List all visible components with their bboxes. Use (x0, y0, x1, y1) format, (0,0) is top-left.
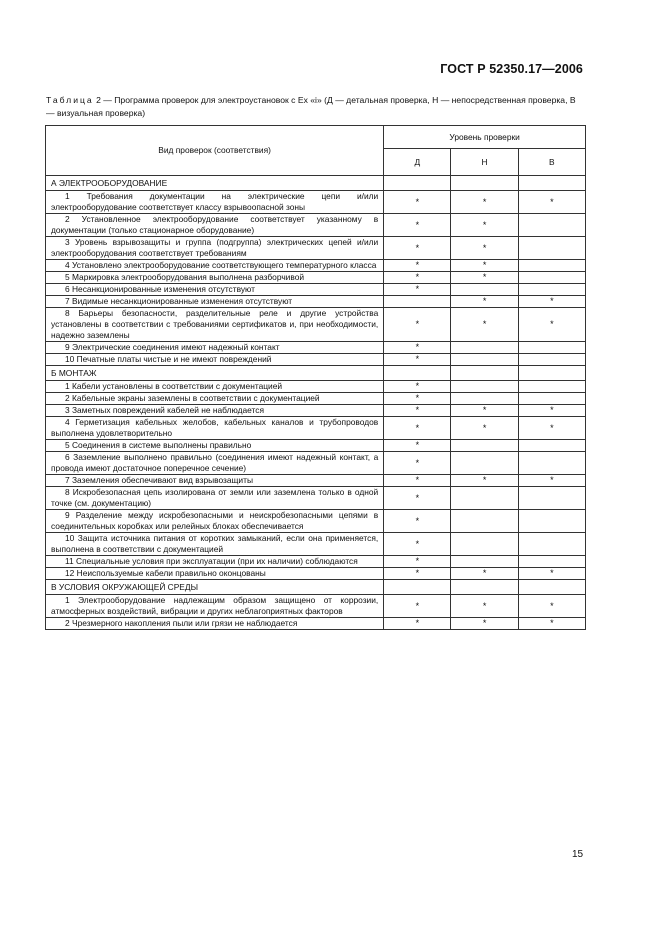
table-row (46, 568, 586, 580)
level-visual-cell: * (518, 595, 585, 618)
column-header-direct: Н (451, 149, 518, 176)
section-row (46, 580, 586, 595)
table-row (46, 272, 586, 284)
table-row (46, 556, 586, 568)
level-visual-cell (518, 452, 585, 475)
level-visual-cell: * (518, 308, 585, 342)
level-direct-cell (451, 440, 518, 452)
level-detailed-cell: * (384, 440, 451, 452)
level-visual-cell: * (518, 568, 585, 580)
level-direct-cell (451, 342, 518, 354)
level-visual-cell (518, 354, 585, 366)
document-standard-header: ГОСТ Р 52350.17—2006 (440, 62, 583, 76)
check-description: 5 Маркировка электрооборудования выполнена разборчивой (46, 272, 384, 284)
table-row (46, 342, 586, 354)
level-direct-cell: * (451, 237, 518, 260)
level-detailed-cell: * (384, 405, 451, 417)
table-row (46, 475, 586, 487)
table-caption-text: 2 — Программа проверок для электроустановок с Ex «i» (Д — детальная проверка, Н — непосредственная проверка, В — визуальная проверка) (46, 95, 576, 118)
check-description: 10 Защита источника питания от коротких замыканий, если она применяется, выполнена в соответствии с документацией (46, 533, 384, 556)
level-direct-cell: * (451, 568, 518, 580)
check-description: 4 Установлено электрооборудование соответствующего температурного класса (46, 260, 384, 272)
level-detailed-cell: * (384, 191, 451, 214)
table-row (46, 296, 586, 308)
level-visual-cell (518, 393, 585, 405)
empty-cell (384, 176, 451, 191)
level-direct-cell: * (451, 191, 518, 214)
table-row (46, 487, 586, 510)
level-detailed-cell: * (384, 237, 451, 260)
level-direct-cell: * (451, 296, 518, 308)
level-detailed-cell: * (384, 381, 451, 393)
table-row (46, 284, 586, 296)
check-description: 8 Искробезопасная цепь изолирована от земли или заземлена только в одной точке (см. документацию) (46, 487, 384, 510)
level-direct-cell: * (451, 417, 518, 440)
check-description: 1 Требования документации на электрические цепи и/или электрооборудование соответствует классу взрывоопасной зоны (46, 191, 384, 214)
level-visual-cell: * (518, 417, 585, 440)
check-description: 2 Кабельные экраны заземлены в соответствии с документацией (46, 393, 384, 405)
table-row (46, 308, 586, 342)
column-header-check-type: Вид проверок (соответствия) (46, 126, 384, 176)
level-visual-cell (518, 533, 585, 556)
level-detailed-cell: * (384, 354, 451, 366)
level-visual-cell (518, 487, 585, 510)
level-visual-cell (518, 510, 585, 533)
level-visual-cell (518, 381, 585, 393)
empty-cell (451, 580, 518, 595)
inspection-table-body (46, 176, 586, 630)
level-visual-cell (518, 342, 585, 354)
level-detailed-cell: * (384, 308, 451, 342)
check-description: 7 Видимые несанкционированные изменения отсутствуют (46, 296, 384, 308)
level-direct-cell: * (451, 405, 518, 417)
table-row (46, 393, 586, 405)
level-detailed-cell: * (384, 260, 451, 272)
table-row (46, 260, 586, 272)
check-description: 5 Соединения в системе выполнены правильно (46, 440, 384, 452)
level-visual-cell (518, 237, 585, 260)
level-visual-cell (518, 440, 585, 452)
column-header-inspection-level: Уровень проверки (384, 126, 586, 149)
level-visual-cell (518, 556, 585, 568)
table-row (46, 214, 586, 237)
level-detailed-cell: * (384, 556, 451, 568)
level-detailed-cell: * (384, 452, 451, 475)
level-detailed-cell: * (384, 475, 451, 487)
check-description: 1 Кабели установлены в соответствии с документацией (46, 381, 384, 393)
level-direct-cell (451, 381, 518, 393)
level-visual-cell (518, 284, 585, 296)
level-detailed-cell: * (384, 618, 451, 630)
check-description: 8 Барьеры безопасности, разделительные реле и другие устройства установлены в соответствии с требованиями сертификатов и, при необходимости, надежно заземлены (46, 308, 384, 342)
level-direct-cell (451, 284, 518, 296)
section-title: Б МОНТАЖ (46, 366, 384, 381)
table-caption (46, 94, 586, 120)
empty-cell (518, 580, 585, 595)
section-row (46, 176, 586, 191)
table-row (46, 618, 586, 630)
level-detailed-cell: * (384, 342, 451, 354)
check-description: 6 Несанкционированные изменения отсутствуют (46, 284, 384, 296)
empty-cell (384, 580, 451, 595)
level-direct-cell: * (451, 595, 518, 618)
level-detailed-cell: * (384, 487, 451, 510)
check-description: 1 Электрооборудование надлежащим образом защищено от коррозии, атмосферных воздействий, вибрации и других неблагоприятных факторов (46, 595, 384, 618)
level-detailed-cell: * (384, 417, 451, 440)
level-visual-cell: * (518, 618, 585, 630)
empty-cell (451, 366, 518, 381)
level-direct-cell: * (451, 308, 518, 342)
level-detailed-cell: * (384, 533, 451, 556)
check-description: 6 Заземление выполнено правильно (соединения имеют надежный контакт, а провода имеют достаточное поперечное сечение) (46, 452, 384, 475)
level-direct-cell: * (451, 260, 518, 272)
level-direct-cell: * (451, 618, 518, 630)
column-header-detailed: Д (384, 149, 451, 176)
level-direct-cell (451, 510, 518, 533)
level-detailed-cell: * (384, 510, 451, 533)
check-description: 2 Установленное электрооборудование соответствует указанному в документации (только стационарное оборудование) (46, 214, 384, 237)
table-row (46, 510, 586, 533)
level-direct-cell (451, 393, 518, 405)
inspection-table (45, 125, 586, 630)
level-visual-cell: * (518, 296, 585, 308)
table-row (46, 595, 586, 618)
level-direct-cell (451, 487, 518, 510)
empty-cell (518, 366, 585, 381)
level-direct-cell (451, 533, 518, 556)
level-direct-cell: * (451, 475, 518, 487)
level-visual-cell (518, 214, 585, 237)
check-description: 10 Печатные платы чистые и не имеют повреждений (46, 354, 384, 366)
check-description: 12 Неиспользуемые кабели правильно оконцованы (46, 568, 384, 580)
column-header-visual: В (518, 149, 585, 176)
table-row (46, 440, 586, 452)
level-visual-cell (518, 272, 585, 284)
section-title: А ЭЛЕКТРООБОРУДОВАНИЕ (46, 176, 384, 191)
level-direct-cell (451, 354, 518, 366)
page-number: 15 (572, 849, 584, 860)
check-description: 2 Чрезмерного накопления пыли или грязи не наблюдается (46, 618, 384, 630)
table-caption-label: Таблица (46, 95, 94, 105)
level-direct-cell: * (451, 272, 518, 284)
table-row (46, 533, 586, 556)
check-description: 3 Заметных повреждений кабелей не наблюдается (46, 405, 384, 417)
level-detailed-cell: * (384, 214, 451, 237)
empty-cell (384, 366, 451, 381)
table-row (46, 191, 586, 214)
level-visual-cell: * (518, 405, 585, 417)
check-description: 7 Заземления обеспечивают вид взрывозащиты (46, 475, 384, 487)
level-visual-cell: * (518, 475, 585, 487)
check-description: 4 Герметизация кабельных желобов, кабельных каналов и трубопроводов выполнена удовлетворительно (46, 417, 384, 440)
level-detailed-cell: * (384, 272, 451, 284)
level-direct-cell: * (451, 214, 518, 237)
level-direct-cell (451, 556, 518, 568)
empty-cell (451, 176, 518, 191)
level-detailed-cell: * (384, 284, 451, 296)
level-direct-cell (451, 452, 518, 475)
check-description: 9 Разделение между искробезопасными и неискробезопасными цепями в соединительных коробках или релейных блоках обеспечивается (46, 510, 384, 533)
check-description: 3 Уровень взрывозащиты и группа (подгруппа) электрических цепей и/или электрооборудования соответствует требованиям (46, 237, 384, 260)
level-visual-cell: * (518, 191, 585, 214)
table-row (46, 452, 586, 475)
check-description: 11 Специальные условия при эксплуатации (при их наличии) соблюдаются (46, 556, 384, 568)
level-detailed-cell: * (384, 595, 451, 618)
level-visual-cell (518, 260, 585, 272)
empty-cell (518, 176, 585, 191)
table-row (46, 405, 586, 417)
level-detailed-cell: * (384, 393, 451, 405)
table-row (46, 417, 586, 440)
level-detailed-cell: * (384, 568, 451, 580)
check-description: 9 Электрические соединения имеют надежный контакт (46, 342, 384, 354)
section-row (46, 366, 586, 381)
table-row (46, 354, 586, 366)
level-detailed-cell (384, 296, 451, 308)
section-title: В УСЛОВИЯ ОКРУЖАЮЩЕЙ СРЕДЫ (46, 580, 384, 595)
table-row (46, 381, 586, 393)
table-row (46, 237, 586, 260)
